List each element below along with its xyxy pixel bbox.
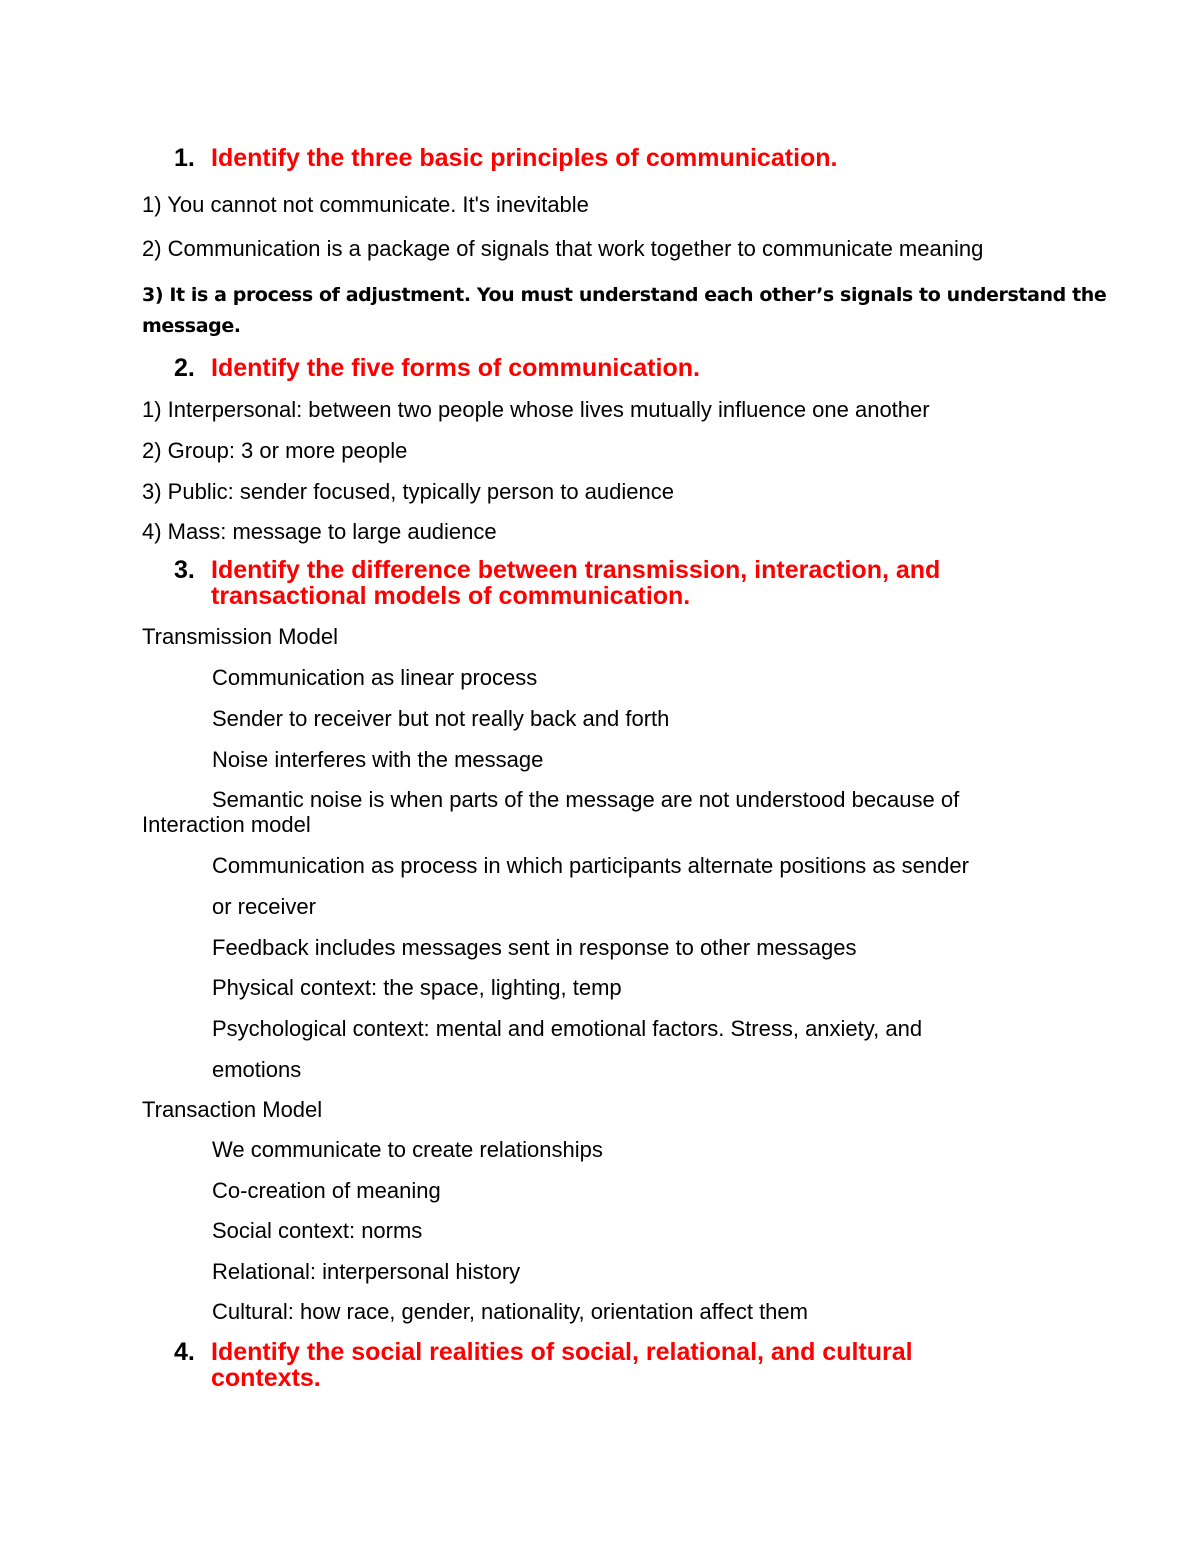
question-4-number: 4. bbox=[174, 1338, 195, 1366]
interaction-point-4: Psychological context: mental and emotional factors. Stress, anxiety, and bbox=[212, 1016, 923, 1041]
question-2-text: Identify the five forms of communication. bbox=[211, 354, 700, 382]
question-1-number: 1. bbox=[174, 144, 195, 172]
answer-1-2: 2) Communication is a package of signals that work together to communicate meaning bbox=[142, 236, 984, 261]
answer-2-2: 2) Group: 3 or more people bbox=[142, 438, 408, 463]
interaction-point-2: Feedback includes messages sent in response to other messages bbox=[212, 935, 857, 960]
model-title-transaction: Transaction Model bbox=[142, 1097, 323, 1122]
question-2-number: 2. bbox=[174, 354, 195, 382]
answer-2-4: 4) Mass: message to large audience bbox=[142, 519, 497, 544]
question-1-heading bbox=[174, 146, 838, 171]
transaction-point-2: Co-creation of meaning bbox=[212, 1178, 441, 1203]
transmission-point-2: Sender to receiver but not really back and forth bbox=[212, 706, 670, 731]
question-3-text-line-2: transactional models of communication. bbox=[211, 582, 691, 610]
question-3-text-line-1: Identify the difference between transmission, interaction, and bbox=[211, 556, 941, 584]
question-3-number: 3. bbox=[174, 556, 195, 584]
answer-1-3-cont: message. bbox=[142, 315, 241, 337]
question-2-heading bbox=[174, 356, 700, 381]
transaction-point-4: Relational: interpersonal history bbox=[212, 1259, 521, 1284]
question-1-text: Identify the three basic principles of communication. bbox=[211, 144, 838, 172]
transaction-point-3: Social context: norms bbox=[212, 1218, 423, 1243]
model-title-transmission: Transmission Model bbox=[142, 624, 339, 649]
transaction-point-5: Cultural: how race, gender, nationality, orientation affect them bbox=[212, 1299, 808, 1324]
answer-2-3: 3) Public: sender focused, typically person to audience bbox=[142, 479, 674, 504]
question-4-text-line-1: Identify the social realities of social, relational, and cultural bbox=[211, 1338, 913, 1366]
answer-1-3: 3) It is a process of adjustment. You must understand each other’s signals to understand the bbox=[142, 284, 1107, 306]
transmission-point-1: Communication as linear process bbox=[212, 665, 538, 690]
interaction-point-3: Physical context: the space, lighting, temp bbox=[212, 975, 622, 1000]
model-title-interaction: Interaction model bbox=[142, 812, 311, 837]
question-4-text-line-2: contexts. bbox=[211, 1364, 321, 1392]
interaction-point-1: Communication as process in which participants alternate positions as sender bbox=[212, 853, 969, 878]
transaction-point-1: We communicate to create relationships bbox=[212, 1137, 603, 1162]
transmission-point-4: Semantic noise is when parts of the message are not understood because of bbox=[212, 787, 960, 812]
question-3-heading bbox=[174, 558, 940, 583]
answer-2-1: 1) Interpersonal: between two people whose lives mutually influence one another bbox=[142, 397, 930, 422]
answer-1-1: 1) You cannot not communicate. It's inevitable bbox=[142, 192, 589, 217]
question-4-heading bbox=[174, 1340, 913, 1365]
transmission-point-3: Noise interferes with the message bbox=[212, 747, 544, 772]
interaction-point-4-cont: emotions bbox=[212, 1057, 302, 1082]
interaction-point-1-cont: or receiver bbox=[212, 894, 316, 919]
